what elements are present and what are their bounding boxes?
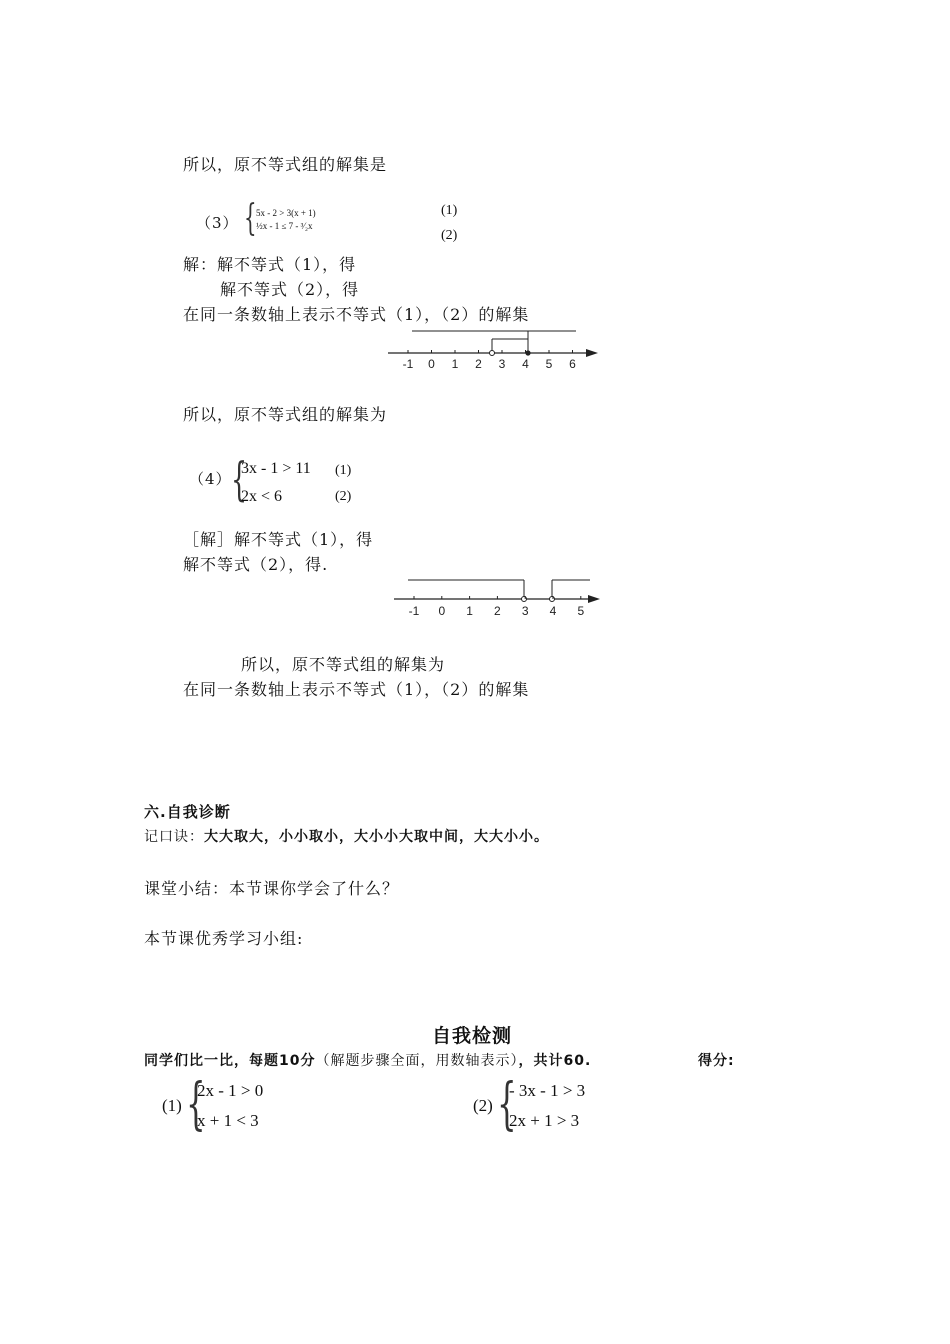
tick-label: 3 [521, 604, 529, 618]
score-label: 得分: [698, 1053, 735, 1069]
solution-3-line-a: 解：解不等式（1），得 [183, 255, 357, 274]
solution-4-line-c: 在同一条数轴上表示不等式（1），（2）的解集 [183, 680, 530, 699]
problem-4-number-2: (2) [335, 489, 352, 504]
mnemonic-line [144, 826, 549, 846]
tick-label: 5 [545, 357, 553, 371]
tick-label: 5 [577, 604, 585, 618]
test-2-equation-1: - 3x - 1 > 3 [509, 1081, 586, 1100]
axis-arrow-1 [586, 349, 598, 357]
problem-3-number-2: (2) [441, 228, 458, 243]
conclusion-line-4: 所以，原不等式组的解集为 [241, 655, 446, 674]
section-6-title: 六.自我诊断 [144, 803, 231, 821]
self-test-title: 自我检测 [432, 1025, 513, 1047]
tick-label: 0 [438, 604, 446, 618]
number-line-2 [392, 574, 606, 622]
test-2-brace: { [497, 1072, 517, 1137]
tick-label: 1 [466, 604, 473, 618]
test-2-label: (2) [473, 1096, 493, 1115]
class-summary: 课堂小结：本节课你学会了什么？ [144, 879, 400, 898]
test-1-brace: { [186, 1072, 206, 1137]
self-test-intro [144, 1050, 591, 1070]
mnemonic-text: 大大取大，小小取小，大小小大取中间，大大小小。 [204, 829, 549, 845]
test-1-equation-2: x + 1 < 3 [197, 1111, 259, 1130]
intro-part-a: 同学们比一比，每题10分 [144, 1053, 316, 1069]
problem-4-number-1: (1) [335, 463, 352, 478]
open-point-3 [522, 597, 527, 602]
solution-4-line-a: ［解］解不等式（1），得 [183, 530, 374, 549]
tick-label: -1 [402, 357, 414, 371]
test-1-label: (1) [162, 1096, 182, 1115]
problem-4-label: （4） [189, 470, 232, 488]
test-2-equation-2: 2x + 1 > 3 [509, 1111, 580, 1130]
problem-3-brace: { [244, 198, 257, 239]
solution-3-line-c: 在同一条数轴上表示不等式（1），（2）的解集 [183, 305, 530, 324]
intro-part-c: ，共计60. [518, 1053, 592, 1069]
tick-label: -1 [408, 604, 420, 618]
mnemonic-label: 记口诀： [144, 829, 204, 845]
axis-arrow-2 [588, 595, 600, 603]
problem-4-equation-1: 3x - 1 > 11 [241, 460, 311, 477]
tick-label: 0 [428, 357, 435, 371]
problem-4-brace: { [231, 452, 248, 506]
conclusion-line-3: 所以，原不等式组的解集为 [183, 405, 388, 424]
problem-3-number-1: (1) [441, 203, 458, 218]
tick-label: 4 [549, 604, 557, 618]
closed-point-1 [525, 350, 530, 355]
test-1-equation-1: 2x - 1 > 0 [197, 1081, 264, 1100]
tick-label: 2 [475, 357, 482, 371]
tick-label: 1 [451, 357, 459, 371]
intro-part-b: （解题步骤全面，用数轴表示） [315, 1053, 519, 1069]
conclusion-line-1: 所以，原不等式组的解集是 [183, 155, 388, 174]
tick-label: 2 [494, 604, 501, 618]
open-point-1 [490, 351, 495, 356]
problem-3-equation-2: ½x - 1 ≤ 7 - ³⁄₂x [256, 221, 313, 231]
problem-3-equation-1: 5x - 2 > 3(x + 1) [256, 208, 316, 218]
problem-4-equation-2: 2x < 6 [241, 488, 283, 505]
problem-3-label: （3） [196, 214, 239, 232]
solution-4-line-b: 解不等式（2），得. [183, 555, 329, 574]
number-line-1 [386, 322, 602, 374]
tick-label: 4 [522, 357, 529, 371]
tick-label: 6 [569, 357, 576, 371]
best-group: 本节课优秀学习小组: [144, 929, 304, 948]
solution-3-line-b: 解不等式（2），得 [220, 280, 360, 299]
open-point-4 [550, 597, 555, 602]
tick-label: 3 [498, 357, 506, 371]
